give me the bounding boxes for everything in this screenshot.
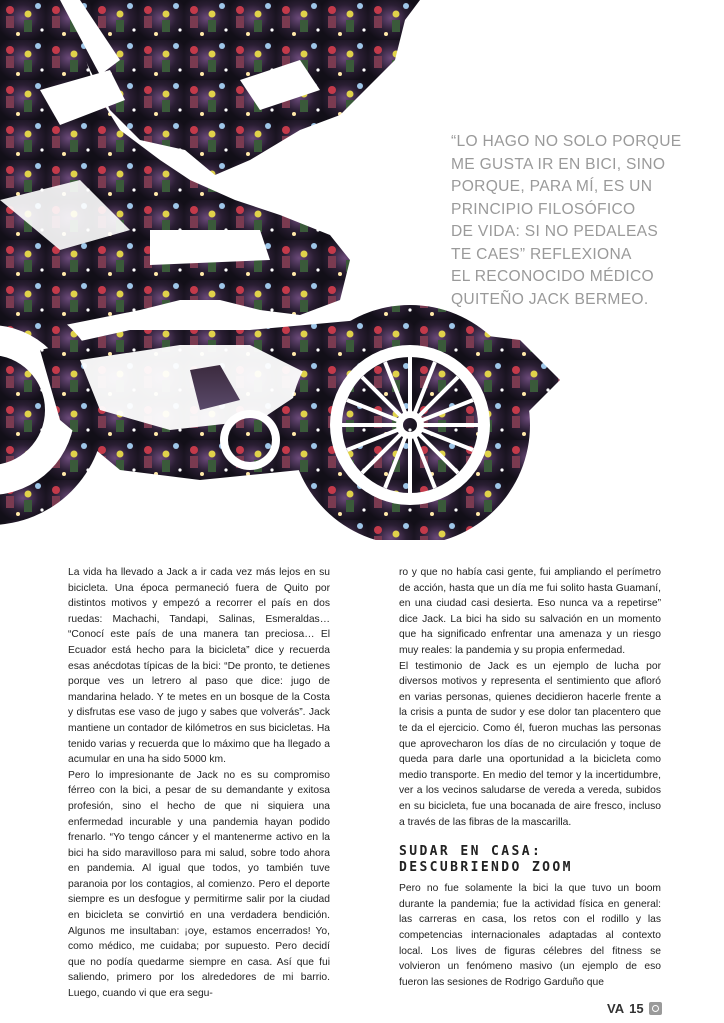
pull-quote-line: ME GUSTA IR EN BICI, SINO: [451, 155, 666, 173]
magazine-label: VA: [607, 1001, 625, 1016]
pull-quote-line: “LO HAGO NO SOLO PORQUE: [451, 133, 682, 150]
page-number: 15: [629, 1001, 644, 1016]
pull-quote-line: TE CAES” REFLEXIONA: [451, 245, 632, 263]
pull-quote-line: PORQUE, PARA MÍ, ES UN: [451, 178, 653, 195]
article-paragraph: ro y que no había casi gente, fui ampliando el perímetro de acción, hasta que un día me fui solito hasta Guamaní, en una ciudad casi desierta. Eso nunca va a repetirse” dice Jack. La bici ha sido su salvación en un momento que ha significado enfrentar una amenaza y un riesgo muy reales: la pandemia y su propia enfermedad.: [399, 567, 661, 656]
pull-quote-line: EL RECONOCIDO MÉDICO: [451, 268, 654, 285]
section-heading: SUDAR EN CASA: DESCUBRIENDO ZOOM: [399, 844, 573, 875]
page-footer: [607, 1001, 662, 1016]
magazine-circle-icon: [649, 1002, 662, 1015]
pull-quote-line: PRINCIPIO FILOSÓFICO: [451, 200, 636, 218]
article-paragraph: Pero no fue solamente la bici la que tuvo un boom durante la pandemia; fue la actividad física en general: las carreras en casa, los retos con el rodillo y las competencias internacionales adaptadas al contexto local. Los lives de figuras célebres del fitness se volvieron un fenómeno masivo (un ejemplo de eso fueron las sesiones de Rodrigo Garduño que: [399, 883, 661, 988]
article-column-right: [399, 565, 661, 990]
article-paragraph: El testimonio de Jack es un ejemplo de lucha por diversos motivos y representa el sentimiento que afloró en varias personas, quienes decidieron hacerle frente a la crisis a punta de sudor y ese dolor tan placentero que te da el ejercicio. Como él, fueron muchas las personas que aprovecharon los días de no circulación y toque de queda para darle una oportunidad a la bicicleta como medio transporte. En medio del temor y la incertidumbre, ver a los vecinos saludarse de vereda a vereda, subidos en su bicicleta, fue una bocanada de aire fresco, incluso a través de las fibras de la mascarilla.: [399, 660, 661, 828]
article-paragraph: La vida ha llevado a Jack a ir cada vez más lejos en su bicicleta. Una época permaneció fuera de Quito por distintos motivos y empezó a recorrer el país en dos ruedas: Machachi, Tandapi, Salinas, Esmeraldas… “Conocí este país de una manera tan preciosa… El Ecuador está hecho para la bicicleta” dice y recuerda esas anécdotas típicas de la bici: “De pronto, te detienes porque ves un letrero al paso que dice: jugo de mandarina helado. Y te metes en un bosque de la Costa y disfrutas ese vaso de jugo y sabes que volverás”. Jack mantiene un contador de kilómetros en sus bicicletas. Ha tenido varias y recuerda que lo máximo que ha llegado a acumular en una ha sido 5000 km.: [68, 567, 330, 766]
pull-quote: [451, 131, 682, 311]
article-paragraph: Pero lo impresionante de Jack no es su compromiso férreo con la bici, a pesar de su demandante y exitosa profesión, sino el hecho de que ni siquiera una enfermedad incurable y una pandemia hayan podido frenarlo. “Yo tengo cáncer y el mantenerme activo en la bici ha sido maravilloso para mi salud, sobre todo ahora en pandemia. Al igual que todos, yo también tuve paranoia por los contagios, al comienzo. Pero el deporte siempre es un desfogue y permitirme salir por la ciudad en bicicleta se convirtió en una verdadera bendición. Algunos me insultaban: ¡oye, estamos encerrados! Yo, como médico, me cuidaba; por supuesto. Pero decidí que no podía quedarme siempre en casa. Así que fui saliendo, primero por los alrededores de mi barrio. Luego, cuando vi que era segu-: [68, 769, 330, 1000]
article-column-left: [68, 565, 330, 1002]
pull-quote-line: QUITEÑO JACK BERMEO.: [451, 290, 649, 308]
pull-quote-line: DE VIDA: SI NO PEDALEAS: [451, 223, 659, 240]
